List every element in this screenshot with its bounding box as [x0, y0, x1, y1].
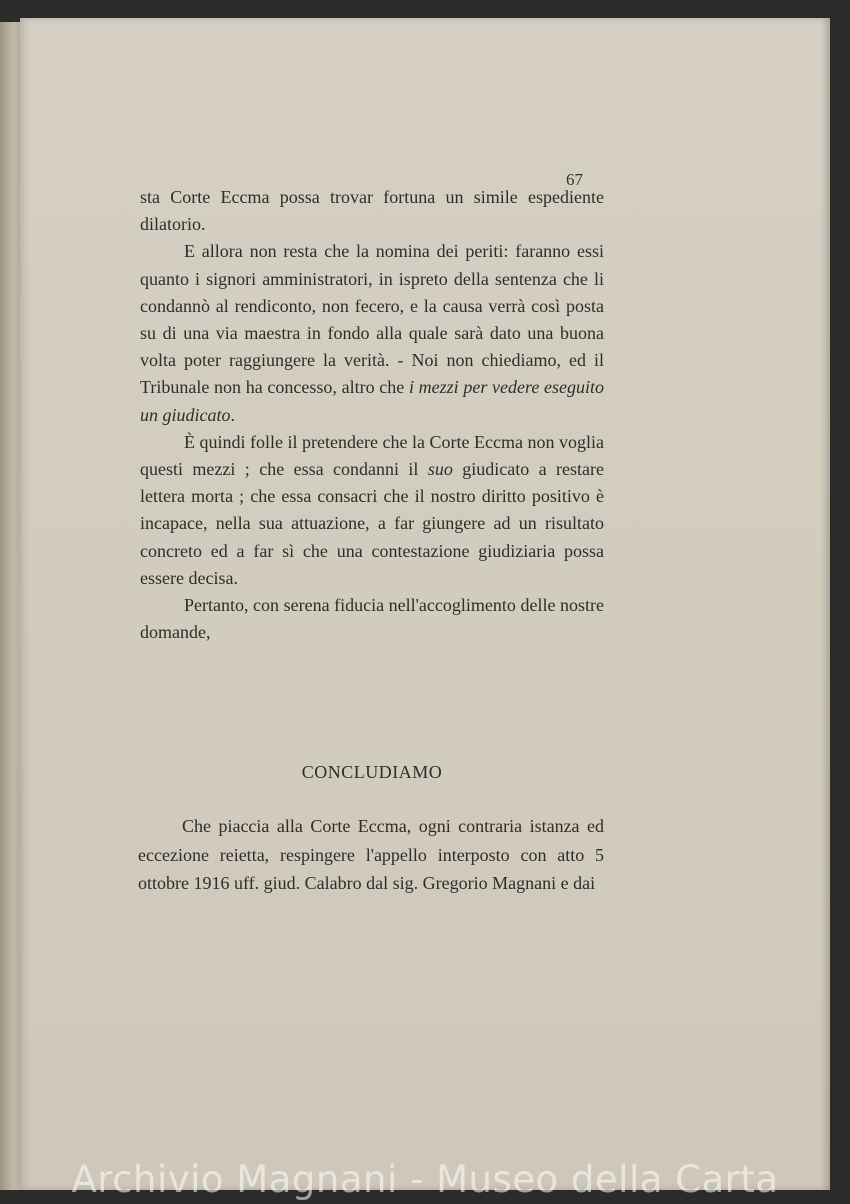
- paragraph-3-italic: suo: [427, 459, 453, 480]
- paragraph-4: Pertanto, con serena fiducia nell'accoglimento delle nostre domande,: [140, 595, 604, 643]
- page-number: 67: [566, 170, 583, 189]
- page-edge-shadow: [820, 18, 830, 1190]
- archive-watermark: Archivio Magnani - Museo della Carta: [71, 1158, 779, 1201]
- paragraph-3: [140, 429, 604, 592]
- conclusion-paragraph: Che piaccia alla Corte Eccma, ogni contraria istanza ed eccezione reietta, respingere l'appello interposto con atto 5 ottobre 1916 uff. giud. Calabro dal sig. Gregorio Magnani e dai: [138, 816, 604, 893]
- paragraph-2: [140, 238, 604, 428]
- section-heading: CONCLUDIAMO: [301, 762, 443, 782]
- facing-page-edge: [0, 22, 22, 1190]
- paragraph-3-text-b: giudicato a restare lettera morta ; che essa consacri che il nostro diritto positivo è incapace, nella sua attuazione, a far giungere ad un risultato concreto ed a far sì che una contestazione giudiziaria possa essere decisa.: [140, 459, 604, 588]
- paragraph-1: sta Corte Eccma possa trovar fortuna un simile espediente dilatorio.: [140, 187, 604, 235]
- paragraph-2-italic: i mezzi per vedere eseguito un giudicato: [140, 377, 604, 425]
- body-text: [140, 184, 604, 646]
- paragraph-2-text: E allora non resta che la nomina dei periti: faranno essi quanto i signori amministratori, in ispreto della sentenza che li condannò al rendiconto, non fecero, e la causa verrà così posta su di una via maestra in fondo alla quale sarà dato una buona volta poter raggiungere la verità. - Noi non chiediamo, ed il Tribunale non ha concesso, altro che: [140, 241, 604, 398]
- paragraph-2-end: .: [230, 404, 235, 425]
- paragraph-3-text-a: È quindi folle il pretendere che la Corte Eccma non voglia questi mezzi ; che essa condanni il: [140, 431, 604, 480]
- conclusion-text: [138, 812, 604, 898]
